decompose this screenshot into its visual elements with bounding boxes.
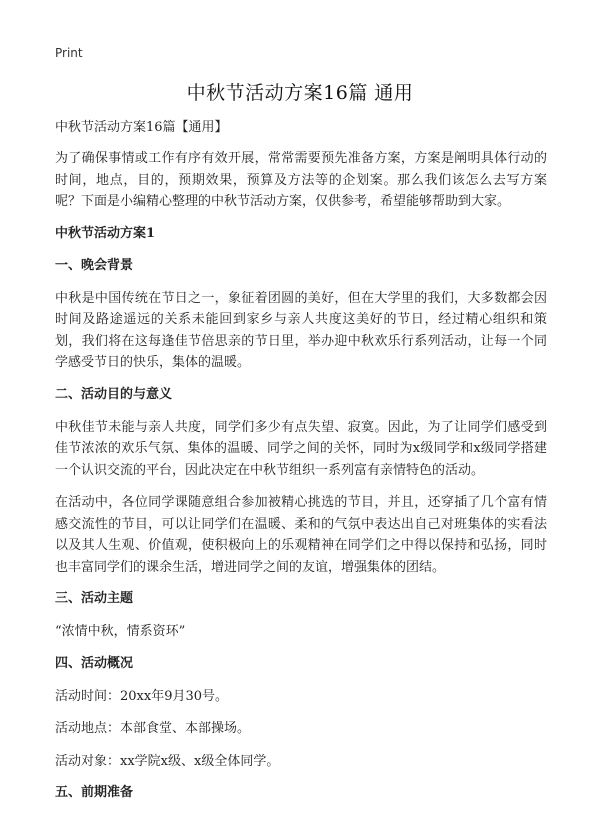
section-heading-theme: 三、活动主题 bbox=[55, 591, 134, 606]
purpose-paragraph-2: 在活动中，各位同学课随意组合参加被精心挑选的节目，并且，还穿插了几个富有情感交流性的节目，可以让同学们在温暖、柔和的气氛中表达出自己对班集体的实看法以及其人生观、价值观，使积极向上的乐观精神在同学们之中得以保持和弘扬，同时也丰富同学们的课余生活，增进同学之间的友谊，增强集体的团结。 bbox=[55, 495, 547, 575]
theme-paragraph: “浓情中秋，情系资环” bbox=[55, 624, 186, 639]
overview-time: 活动时间：20xx年9月30号。 bbox=[55, 688, 229, 704]
section-heading-purpose: 二、活动目的与意义 bbox=[55, 386, 173, 402]
plan-heading: 中秋节活动方案1 bbox=[55, 225, 156, 241]
section-heading-background: 一、晚会背景 bbox=[55, 257, 134, 273]
intro-paragraph: 为了确保事情或工作有序有效开展，常常需要预先准备方案，方案是阐明具体行动的时间，地点，目的，预期效果，预算及方法等的企划案。那么我们该怎么去写方案呢？下面是小编精心整理的中秋节活动方案，仅供参考，希望能够帮助到大家。 bbox=[55, 151, 547, 209]
article-subtitle: 中秋节活动方案16篇【通用】 bbox=[55, 120, 228, 135]
section-heading-preparation: 五、前期准备 bbox=[55, 785, 134, 800]
print-link[interactable]: Print bbox=[55, 46, 83, 60]
article-body bbox=[55, 118, 547, 815]
overview-place: 活动地点：本部食堂、本部操场。 bbox=[55, 721, 251, 736]
section-heading-overview: 四、活动概况 bbox=[55, 655, 134, 671]
background-paragraph: 中秋是中国传统在节日之一，象征着团圆的美好，但在大学里的我们，大多数都会因时间及路途遥远的关系未能回到家乡与亲人共度这美好的节日，经过精心组织和策划，我们将在这每逢佳节倍思亲的节日里，举办迎中秋欢乐行系列活动，让每一个同学感受节日的快乐，集体的温暖。 bbox=[55, 290, 547, 370]
page-title: 中秋节活动方案16篇 通用 bbox=[186, 82, 414, 104]
overview-target: 活动对象：xx学院x级、x级全体同学。 bbox=[55, 753, 280, 769]
purpose-paragraph-1: 中秋佳节未能与亲人共度，同学们多少有点失望、寂寞。因此，为了让同学们感受到佳节浓浓的欢乐气氛、集体的温暖、同学之间的关怀，同时为x级同学和x级同学搭建一个认识交流的平台，因此决定在中秋节组织一系列富有亲情特色的活动。 bbox=[55, 419, 547, 478]
